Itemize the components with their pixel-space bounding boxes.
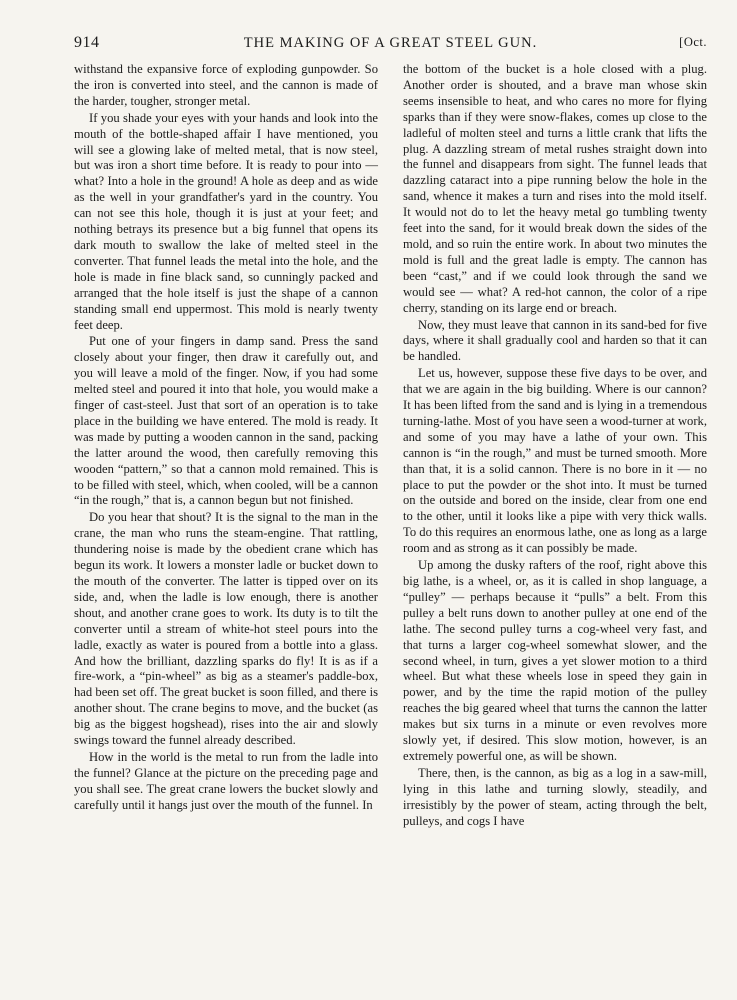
- paragraph: Let us, however, suppose these five days to be over, and that we are again in the big building. Where is our cannon? It has been lifted from the sand and is lying in a tremendous turning-lathe. Most of you have seen a wood-turner at work, and some of you may have a lathe of your own. This cannon is “in the rough,” and must be turned smooth. More than that, it is a solid cannon. There is no bore in it — no place to put the powder or the shot into. It must be turned on the outside and bored on the inside, clear from one end to the other, until it looks like a pipe with very thick walls. To do this requires an enormous lathe, one as long as a large room and as strong as it can possibly be made.: [403, 366, 707, 556]
- paragraph: withstand the expansive force of exploding gunpowder. So the iron is converted into steel, and the cannon is made of the harder, tougher, stronger metal.: [74, 62, 378, 108]
- paragraph: Do you hear that shout? It is the signal to the man in the crane, the man who runs the steam-engine. That rattling, thundering noise is made by the obedient crane which has begun its work. It lowers a monster ladle or bucket down to the mouth of the converter. The latter is tipped over on its side, and, when the ladle is low enough, there is another shout, and another crane goes to work. Its duty is to tilt the converter until a stream of white-hot steel pours into the ladle, exactly as water is poured from a bottle into a glass. And how the brilliant, dazzling sparks do fly! It is as if a fire-work, a “pin-wheel” as big as a steamer's paddle-box, had been set off. The great bucket is soon filled, and there is another shout. The crane begins to move, and the bucket (as big as the biggest hogshead), rises into the air and slowly swings toward the funnel already described.: [74, 510, 378, 748]
- paragraph: There, then, is the cannon, as big as a log in a saw-mill, lying in this lathe and turning slowly, steadily, and irresistibly by the power of steam, acting through the belt, pulleys, and cogs I have: [403, 765, 707, 828]
- running-title: THE MAKING OF A GREAT STEEL GUN.: [243, 35, 538, 51]
- paragraph: Put one of your fingers in damp sand. Press the sand closely about your finger, then draw it carefully out, and you will leave a mold of the finger. Now, if you had some melted steel and poured it into that hole, you would make a finger of cast-steel. Just that sort of an operation is to take place in the building we have entered. The mold is ready. It was made by putting a wooden cannon in the sand, packing the latter around the wood, then carefully removing this wooden “pattern,” so that a cannon mold remained. This is to be filled with steel, which, when cooled, will be a cannon “in the rough,” that is, a cannon begun but not finished.: [74, 334, 378, 508]
- paragraph: How in the world is the metal to run from the ladle into the funnel? Glance at the picture on the preceding page and you shall see. The great crane lowers the bucket slowly and carefully until it hangs just over the mouth of the funnel. In: [74, 749, 378, 812]
- running-month: [Oct.: [679, 35, 707, 49]
- page-number: 914: [74, 34, 100, 51]
- paragraph: Now, they must leave that cannon in its sand-bed for five days, where it shall gradually cool and harden so that it can be handled.: [403, 317, 707, 364]
- running-header: [74, 34, 707, 58]
- right-column: [403, 62, 707, 830]
- paragraph: the bottom of the bucket is a hole closed with a plug. Another order is shouted, and a brave man whose skin seems insensible to heat, and who cares no more for flying sparks than if they were snow-flakes, comes up close to the ladleful of molten steel and turns a little crank that lifts the plug. A dazzling stream of metal rushes straight down into the funnel and disappears from sight. The funnel leads that dazzling cataract into a pipe running below the hole in the sand, whence it makes a turn and rises into the mold itself. It would not do to let the heavy metal go tumbling twenty feet into the sand, for it would break down the sides of the mold, and so ruin the entire work. In about two minutes the mold is full and the great ladle is empty. The cannon has been “cast,” and if we could look through the sand we would see — what? A red-hot cannon, the color of a ripe cherry, standing on its large end or breach.: [403, 62, 707, 315]
- paragraph: If you shade your eyes with your hands and look into the mouth of the bottle-shaped affair I have mentioned, you will see a glowing lake of melted metal, that is now steel, but was iron a short time before. It is ready to pour into — what? Into a hole in the ground! A hole as deep and as wide as the well in your grandfather's yard in the country. You can not see this hole, though it is just at your feet; and nothing betrays its presence but a big funnel that opens its dark mouth to swallow the lake of melted steel in the converter. That funnel leads the metal into the hole, and the hole is made in fine black sand, so cunningly packed and arranged that the hole itself is just the shape of a cannon standing small end uppermost. This mold is nearly twenty feet deep.: [74, 110, 378, 332]
- text-columns: [74, 62, 707, 830]
- paragraph: Up among the dusky rafters of the roof, right above this big lathe, is a wheel, or, as it is called in shop language, a “pulley” — perhaps because it “pulls” a belt. From this pulley a belt runs down to another pulley at one end of the lathe. The second pulley turns a cog-wheel very fast, and that turns a larger cog-wheel somewhat slower, and the second wheel, in turn, gives a yet slower motion to a third wheel. But what these wheels lose in speed they gain in power, and by the time the rapid motion of the pulley reaches the big geared wheel that turns the cannon the latter makes but six turns in a minute or even revolves more slowly yet, if desired. This slow motion, however, is an extremely powerful one, as will be shown.: [403, 558, 707, 763]
- left-column: [74, 62, 378, 830]
